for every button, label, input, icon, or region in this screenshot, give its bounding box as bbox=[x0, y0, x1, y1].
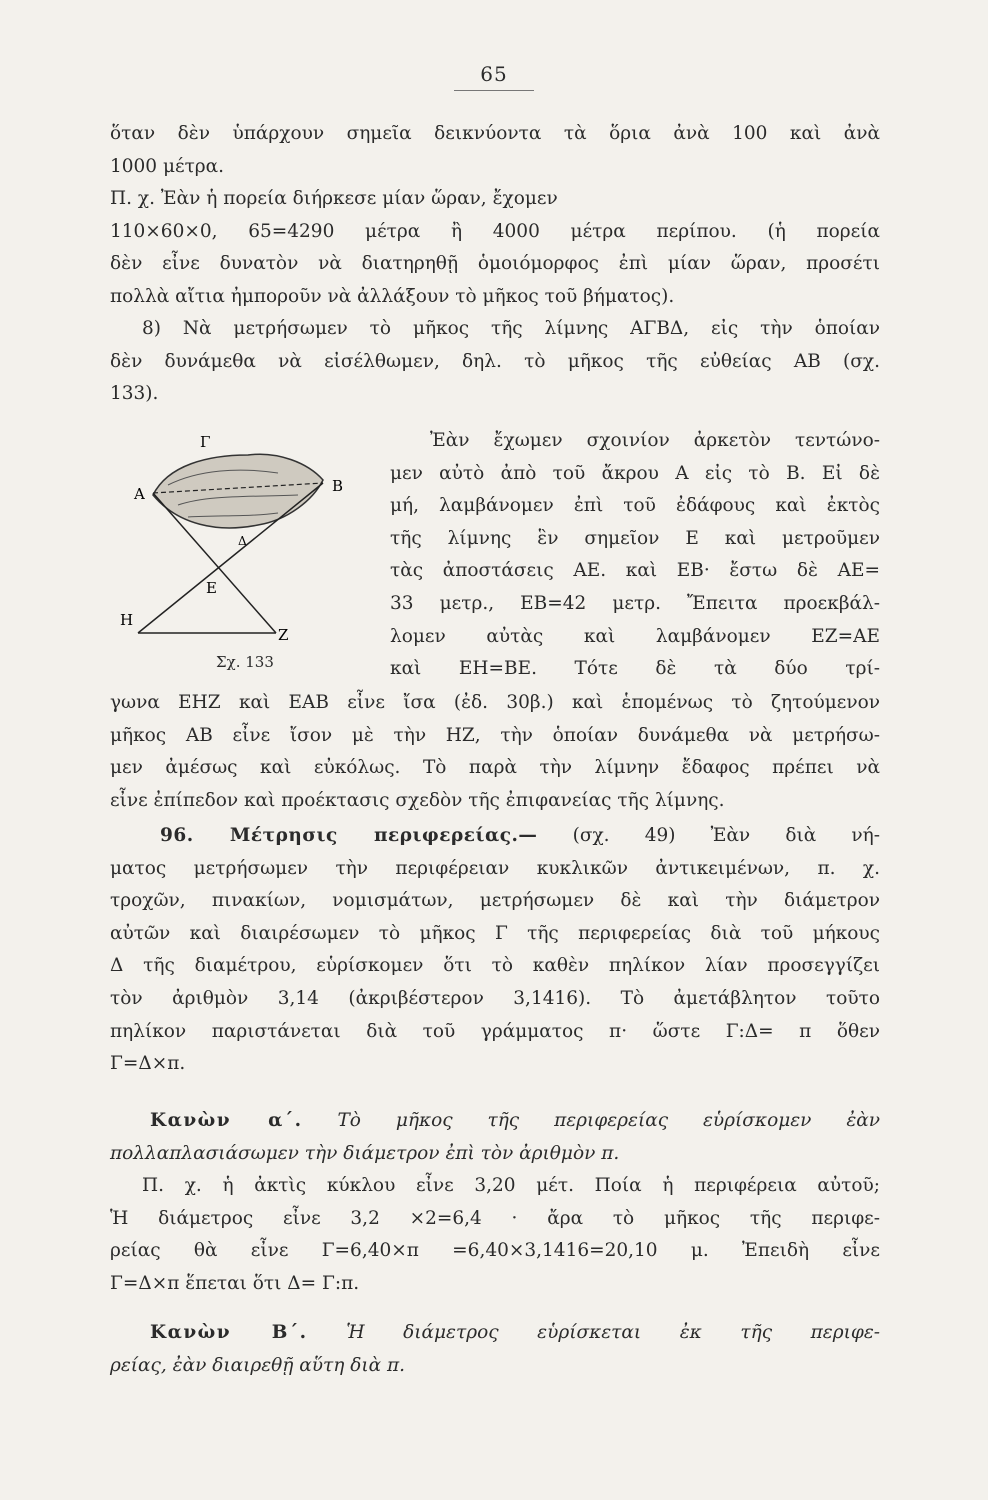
rule-b-first-line bbox=[110, 1317, 880, 1350]
rule-label: Κανὼν α΄. bbox=[150, 1110, 303, 1131]
text-line: μεν αὐτὸ ἀπὸ τοῦ ἄκρου Α εἰς τὸ Β. Εἰ δὲ bbox=[390, 462, 880, 484]
lake-diagram bbox=[108, 425, 368, 680]
text-line: τροχῶν, πινακίων, νομισμάτων, μετρήσωμεν δὲ καὶ τὴν διάμετρον bbox=[110, 890, 880, 912]
text-line: δὲν δυνάμεθα νὰ εἰσέλθωμεν, δηλ. τὸ μῆκος τῆς εὐθείας ΑΒ (σχ. bbox=[110, 350, 880, 372]
text-line: 8) Νὰ μετρήσωμεν τὸ μῆκος τῆς λίμνης ΑΓΒΔ, εἰς τὴν ὁποίαν bbox=[142, 318, 880, 339]
rule-a-first-line bbox=[110, 1105, 880, 1138]
text-line: καὶ ΕΗ=ΒΕ. Τότε δὲ τὰ δύο τρί- bbox=[390, 658, 880, 680]
text-line: 33 μετρ., ΕΒ=42 μετρ. Ἔπειτα προεκβάλ- bbox=[390, 592, 880, 614]
text-line: 1000 μέτρα. bbox=[110, 155, 225, 177]
text-line: δὲν εἶνε δυνατὸν νὰ διατηρηθῇ ὁμοιόμορφος ἐπὶ μίαν ὥραν, προσέτι bbox=[110, 253, 880, 275]
text-line: ρείας θὰ εἶνε Γ=6,40×π =6,40×3,1416=20,10 μ. Ἐπειδὴ εἶνε bbox=[110, 1240, 880, 1262]
paragraph-1 bbox=[110, 118, 880, 183]
rule-a bbox=[110, 1105, 880, 1170]
text-line: Δ τῆς διαμέτρου, εὑρίσκομεν ὅτι τὸ καθὲν πηλίκον λίαν προσεγγίζει bbox=[110, 955, 880, 977]
text-line: Ἐὰν ἔχωμεν σχοινίον ἀρκετὸν τεντώνο- bbox=[430, 430, 880, 451]
page-number: 65 bbox=[480, 62, 508, 86]
label-E: Ε bbox=[206, 579, 217, 597]
rule-label: Κανὼν Β΄. bbox=[150, 1322, 308, 1343]
text-line: τὸν ἀριθμὸν 3,14 (ἀκριβέστερον 3,1416). Τὸ ἀμετάβλητον τοῦτο bbox=[110, 987, 880, 1009]
text-line: λομεν αὐτὰς καὶ λαμβάνομεν ΕΖ=ΑΕ bbox=[390, 625, 880, 647]
text-line: γωνα ΕΗΖ καὶ ΕΑΒ εἶνε ἴσα (ἐδ. 30β.) καὶ ἑπομένως τὸ ζητούμενον bbox=[110, 692, 880, 713]
section-96-first-line bbox=[110, 820, 880, 853]
text-line: Γ=Δ×π. bbox=[110, 1053, 186, 1075]
page-number-rule bbox=[454, 90, 534, 91]
text-line: αὐτῶν καὶ διαιρέσωμεν τὸ μῆκος Γ τῆς περιφερείας διὰ τοῦ μήκους bbox=[110, 922, 880, 944]
text-line: μή, λαμβάνομεν ἐπὶ τοῦ ἐδάφους καὶ ἐκτὸς bbox=[390, 495, 880, 517]
text-line: μεν ἀμέσως καὶ εὐκόλως. Τὸ παρὰ τὴν λίμνην ἔδαφος πρέπει νὰ bbox=[110, 757, 880, 779]
section-heading: 96. Μέτρησις περιφερείας.— bbox=[160, 825, 538, 846]
text-line: ματος μετρήσωμεν τὴν περιφέρειαν κυκλικῶν ἀντικειμένων, π. χ. bbox=[110, 857, 880, 879]
paragraph-3 bbox=[110, 313, 880, 411]
example-paragraph bbox=[110, 1170, 880, 1300]
text-line: τὰς ἀποστάσεις ΑΕ. καὶ ΕΒ· ἔστω δὲ ΑΕ= bbox=[390, 560, 880, 582]
figure-side-text bbox=[390, 425, 880, 686]
text-line: τῆς λίμνης ἓν σημεῖον Ε καὶ μετροῦμεν bbox=[390, 527, 880, 549]
text-line: Π. χ. Ἐὰν ἡ πορεία διήρκεσε μίαν ὥραν, ἔχομεν bbox=[110, 188, 558, 209]
label-Z: Ζ bbox=[278, 626, 289, 644]
text-line: πολλαπλασιάσωμεν τὴν διάμετρον ἐπὶ τὸν ἀριθμὸν π. bbox=[110, 1142, 620, 1164]
figure-caption: Σχ. 133 bbox=[216, 653, 274, 671]
label-B: Β bbox=[332, 477, 344, 495]
text-line: εἶνε ἐπίπεδον καὶ προέκτασις σχεδὸν τῆς ἐπιφανείας τῆς λίμνης. bbox=[110, 789, 725, 811]
text-line: Π. χ. ἡ ἀκτὶς κύκλου εἶνε 3,20 μέτ. Ποία ἡ περιφέρεια αὐτοῦ; bbox=[142, 1175, 880, 1196]
text-line: πολλὰ αἴτια ἠμποροῦν νὰ ἀλλάξουν τὸ μῆκος τοῦ βήματος). bbox=[110, 285, 675, 307]
label-G: Γ bbox=[200, 433, 211, 451]
label-H: Η bbox=[120, 611, 134, 629]
text-line: 133). bbox=[110, 383, 159, 405]
text-line: Ἡ διάμετρος εἶνε 3,2 ×2=6,4 · ἄρα τὸ μῆκος τῆς περιφε- bbox=[110, 1207, 880, 1229]
label-A: Α bbox=[134, 485, 145, 503]
text-line: μῆκος ΑΒ εἶνε ἴσον μὲ τὴν ΗΖ, τὴν ὁποίαν δυνάμεθα νὰ μετρήσω- bbox=[110, 724, 880, 746]
paragraph-2 bbox=[110, 183, 880, 313]
text-line: ρείας, ἐὰν διαιρεθῇ αὕτη διὰ π. bbox=[110, 1354, 406, 1376]
text-line: 110×60×0, 65=4290 μέτρα ἢ 4000 μέτρα περίπου. (ἡ πορεία bbox=[110, 220, 880, 242]
text-line: Γ=Δ×π ἕπεται ὅτι Δ= Γ:π. bbox=[110, 1272, 360, 1294]
text-line: Ἡ διάμετρος εὑρίσκεται ἐκ τῆς περιφε- bbox=[346, 1322, 880, 1343]
paragraph-4 bbox=[110, 687, 880, 817]
text-line: (σχ. 49) Ἐὰν διὰ νή- bbox=[572, 825, 880, 846]
figure-lake-measurement bbox=[108, 425, 368, 680]
rule-b bbox=[110, 1317, 880, 1382]
label-D: Δ bbox=[238, 534, 247, 548]
text-line: πηλίκον παριστάνεται διὰ τοῦ γράμματος π· ὥστε Γ:Δ= π ὅθεν bbox=[110, 1020, 880, 1042]
text-line: ὅταν δὲν ὑπάρχουν σημεῖα δεικνύοντα τὰ ὅρια ἀνὰ 100 καὶ ἀνὰ bbox=[110, 123, 880, 144]
text-line: Τὸ μῆκος τῆς περιφερείας εὑρίσκομεν ἐὰν bbox=[337, 1110, 880, 1131]
section-96 bbox=[110, 820, 880, 1081]
